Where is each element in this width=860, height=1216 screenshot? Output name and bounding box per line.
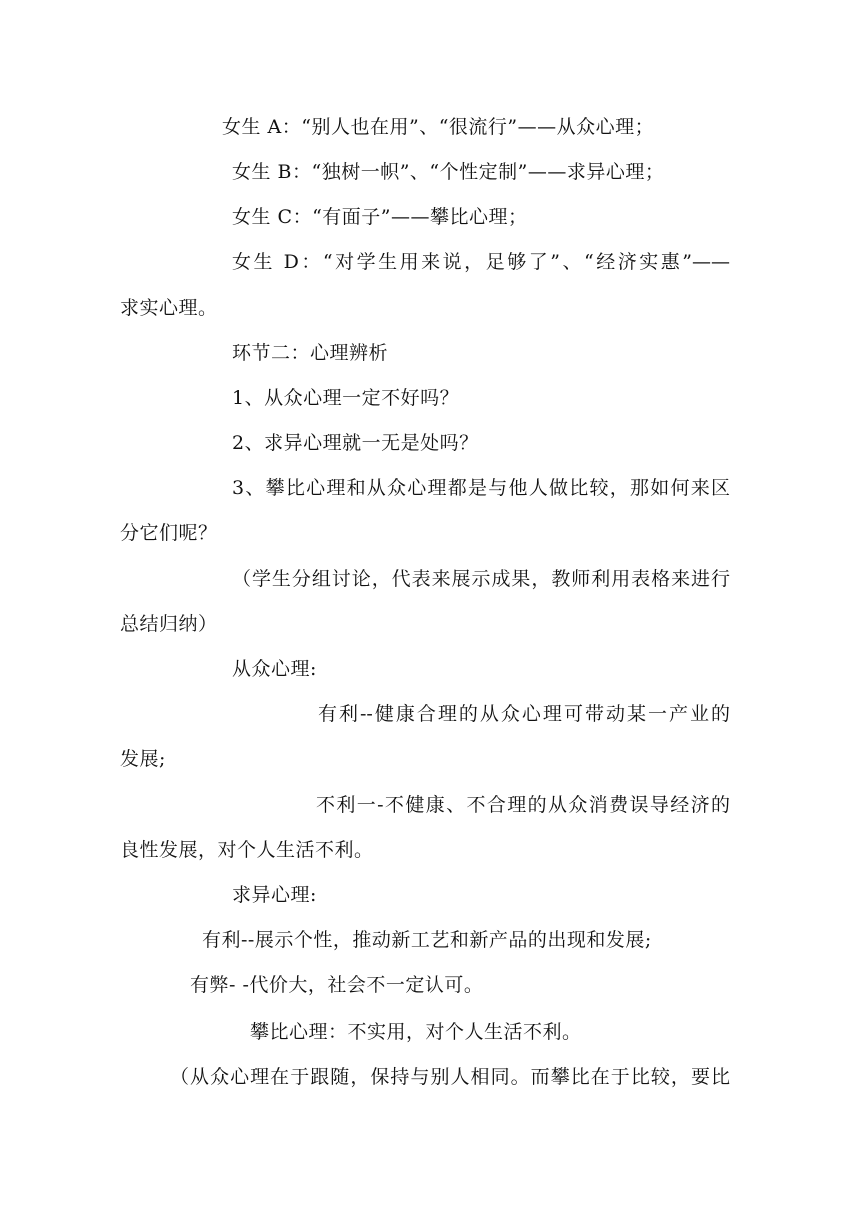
text-line: （学生分组讨论，代表来展示成果，教师利用表格来进行 — [232, 568, 730, 590]
text-line: 女生 D：“对学生用来说，足够了”、“经济实惠”—— — [232, 251, 730, 273]
question-3: 3、攀比心理和从众心理都是与他人做比较，那如何来区 — [232, 477, 730, 499]
text-line: 有利--健康合理的从众心理可带动某一产业的 — [318, 703, 730, 725]
question-1: 1、从众心理一定不好吗？ — [232, 387, 460, 409]
text-line: 良性发展，对个人生活不利。 — [120, 839, 374, 861]
subheading: 从众心理: — [232, 658, 317, 680]
text-line: 分它们呢？ — [120, 522, 218, 544]
question-2: 2、求异心理就一无是处吗？ — [232, 432, 479, 454]
subheading: 求异心理: — [232, 884, 317, 906]
text-line: 求实心理。 — [120, 297, 218, 319]
text-line: 攀比心理：不实用，对个人生活不利。 — [250, 1021, 582, 1043]
text-line: 有弊- -代价大，社会不一定认可。 — [190, 974, 484, 996]
text-line: （从众心理在于跟随，保持与别人相同。而攀比在于比较，要比 — [170, 1066, 730, 1088]
text-line: 有利--展示个性，推动新工艺和新产品的出现和发展; — [202, 929, 652, 951]
text-line: 发展; — [120, 748, 166, 770]
text-line: 总结归纳） — [120, 613, 218, 635]
text-line: 不利一-不健康、不合理的从众消费误导经济的 — [316, 794, 730, 816]
text-line: 女生 B：“独树一帜”、“个性定制”——求异心理； — [232, 161, 665, 183]
text-line: 女生 C：“有面子”——攀比心理； — [232, 206, 528, 228]
section-heading: 环节二：心理辨析 — [232, 342, 389, 364]
text-line: 女生 A：“别人也在用”、“很流行”——从众心理； — [222, 116, 655, 138]
